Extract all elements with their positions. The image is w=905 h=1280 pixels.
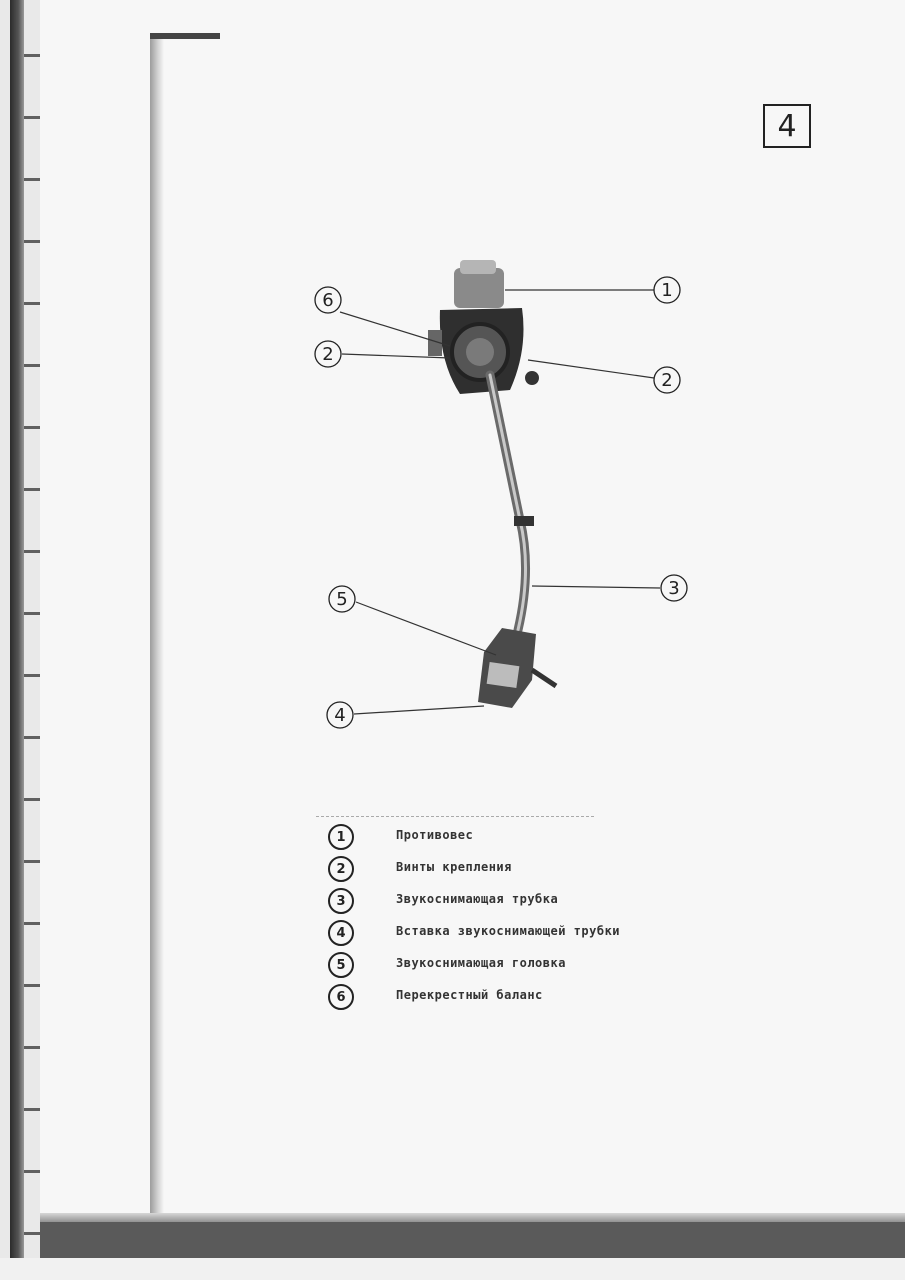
page-corner-shadow — [150, 33, 220, 39]
legend-text: Противовес — [396, 828, 474, 842]
legend-item — [320, 920, 740, 952]
legend-number: 4 — [328, 920, 354, 946]
legend-text: Винты крепления — [396, 860, 512, 874]
callout-2-right — [654, 367, 680, 393]
callout-5 — [329, 586, 355, 612]
scanner-bottom-band — [40, 1222, 905, 1258]
tonearm-illustration — [300, 250, 720, 750]
svg-text:4: 4 — [334, 705, 346, 726]
callout-4 — [327, 702, 353, 728]
legend-number: 3 — [328, 888, 354, 914]
parts-legend — [320, 824, 740, 1016]
legend-item — [320, 984, 740, 1016]
legend-number: 6 — [328, 984, 354, 1010]
legend-item — [320, 952, 740, 984]
legend-text: Вставка звукоснимающей трубки — [396, 924, 621, 938]
page-number: 4 — [763, 104, 811, 148]
tonearm-figure — [300, 250, 720, 750]
legend-divider — [316, 816, 594, 817]
callout-2-left — [315, 341, 341, 367]
page-fold-shadow — [150, 35, 164, 1220]
scanner-margin — [0, 1258, 905, 1280]
svg-text:2: 2 — [661, 370, 673, 391]
legend-text: Звукоснимающая трубка — [396, 892, 559, 906]
callout-3 — [661, 575, 687, 601]
binding-holes — [24, 0, 40, 1280]
binding-edge — [10, 0, 24, 1280]
legend-item — [320, 824, 740, 856]
callout-1 — [654, 277, 680, 303]
svg-text:5: 5 — [336, 589, 348, 610]
legend-number: 5 — [328, 952, 354, 978]
legend-text: Звукоснимающая головка — [396, 956, 566, 970]
svg-text:1: 1 — [661, 280, 673, 301]
legend-text: Перекрестный баланс — [396, 988, 543, 1002]
svg-text:2: 2 — [322, 344, 334, 365]
svg-text:3: 3 — [668, 578, 680, 599]
legend-number: 1 — [328, 824, 354, 850]
tube-shape — [490, 375, 526, 630]
svg-text:6: 6 — [322, 290, 334, 311]
legend-item — [320, 888, 740, 920]
screw-shape — [525, 371, 539, 385]
legend-number: 2 — [328, 856, 354, 882]
callout-6 — [315, 287, 341, 313]
legend-item — [320, 856, 740, 888]
